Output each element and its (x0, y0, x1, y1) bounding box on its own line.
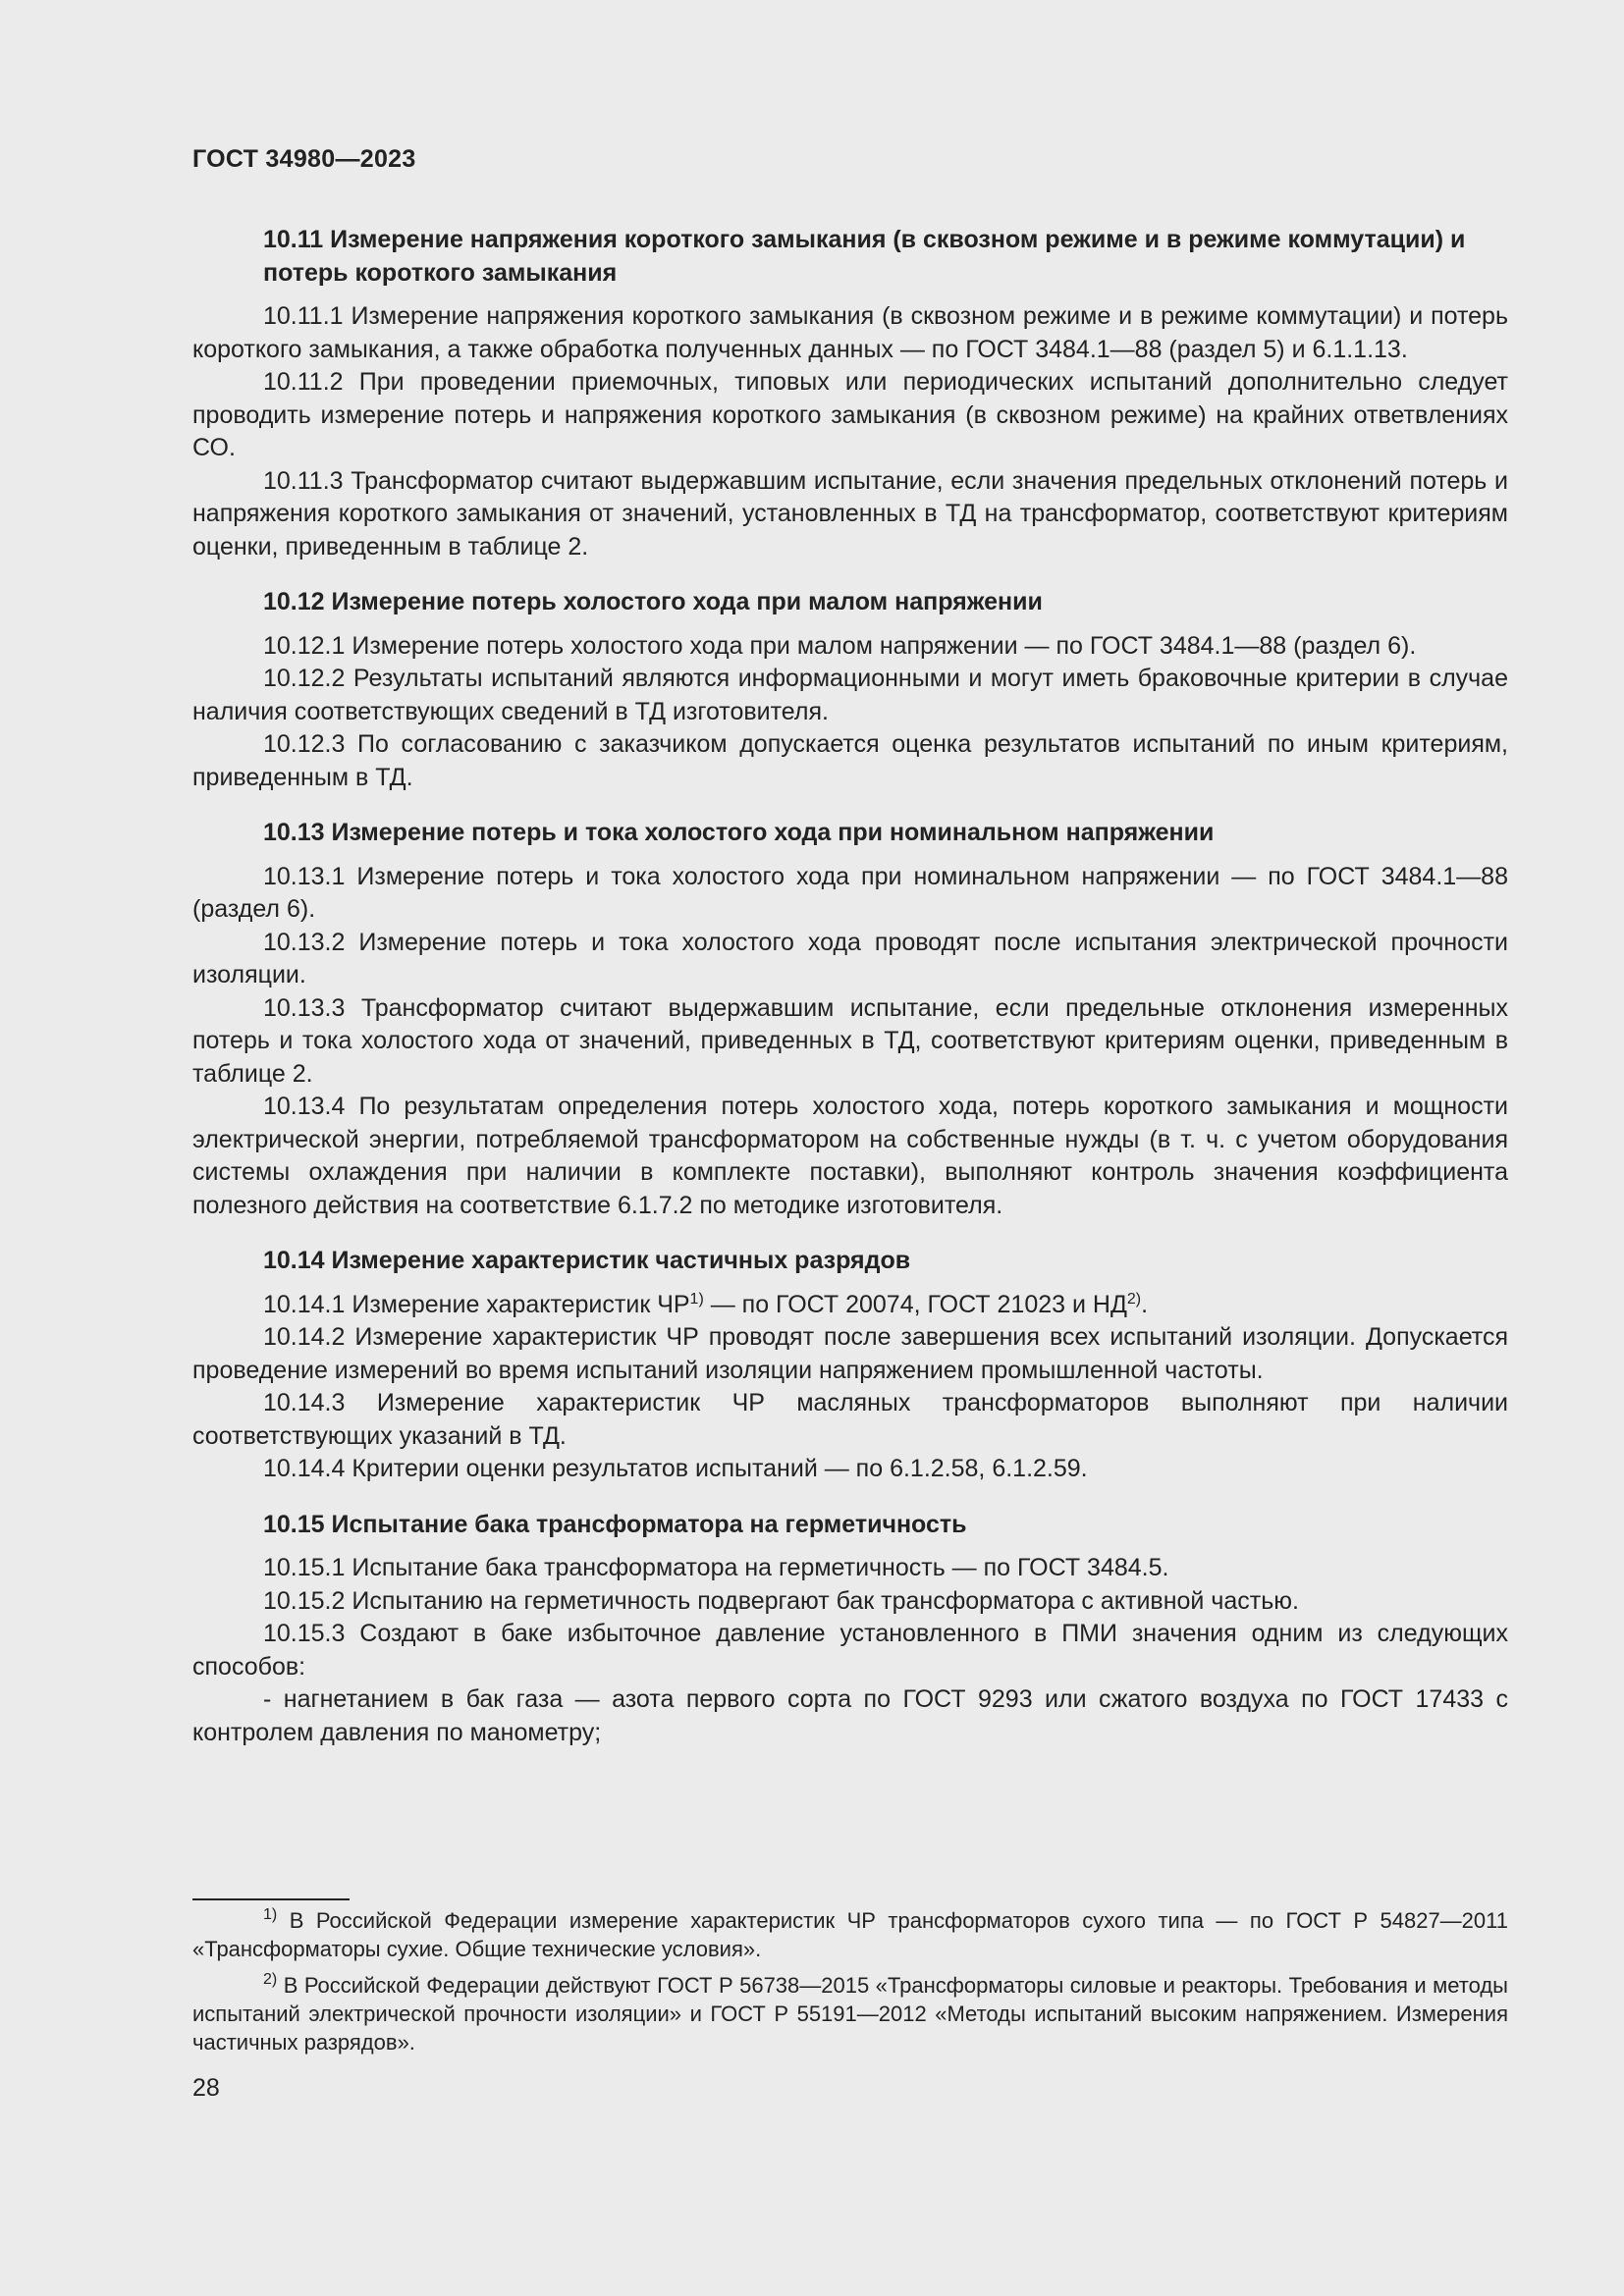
section-heading-10-11: 10.11 Измерение напряжения короткого замыкания (в сквозном режиме и в режиме коммутации) и потерь короткого замыкания (263, 226, 1466, 287)
paragraph-10-15-2: 10.15.2 Испытанию на герметичность подвергают бак трансформатора с активной частью. (263, 1586, 1299, 1615)
paragraph-10-11-2: 10.11.2 При проведении приемочных, типовых или периодических испытаний дополнительно следует проводить измерение потерь и напряжения короткого замыкания (в сквозном режиме) на крайних ответвлениях СО. (192, 368, 1508, 461)
paragraph-10-13-1: 10.13.1 Измерение потерь и тока холостого хода при номинальном напряжении — по ГОСТ 3484.1—88 (раздел 6). (192, 862, 1508, 923)
footnote-1-text: В Российской Федерации измерение характеристик ЧР трансформаторов сухого типа — по ГОСТ Р 54827—2011 «Трансформаторы сухие. Общие технические условия». (192, 1908, 1508, 1961)
footnotes (192, 1906, 1508, 2064)
paragraph-10-14-3: 10.14.3 Измерение характеристик ЧР масляных трансформаторов выполняют при наличии соответствующих указаний в ТД. (192, 1389, 1508, 1450)
footnote-2 (192, 1971, 1508, 2056)
footnote-mark-1: 1) (263, 1906, 278, 1923)
footnote-ref-1[interactable]: 1) (689, 1290, 704, 1308)
section-heading-10-15: 10.15 Испытание бака трансформатора на герметичность (263, 1510, 967, 1538)
footnote-2-text: В Российской Федерации действуют ГОСТ Р 56738—2015 «Трансформаторы силовые и реакторы. Требования и методы испытаний электрической прочности изоляции» и ГОСТ Р 55191—2012 «Методы испытаний высоким напряжением. Измерения частичных разрядов». (192, 1973, 1508, 2055)
paragraph-10-13-4: 10.13.4 По результатам определения потерь холостого хода, потерь короткого замыкания и мощности электрической энергии, потребляемой трансформатором на собственные нужды (в т. ч. с учетом оборудования системы охлаждения при наличии в комплекте поставки), выполняют контроль значения коэффициента полезного действия на соответствие 6.1.7.2 по методике изготовителя. (192, 1093, 1508, 1219)
section-heading-10-12: 10.12 Измерение потерь холостого хода при малом напряжении (263, 588, 1043, 615)
paragraph-10-14-2: 10.14.2 Измерение характеристик ЧР проводят после завершения всех испытаний изоляции. Допускается проведение измерений во время испытаний изоляции напряжением промышленной частоты. (192, 1323, 1508, 1384)
footnote-ref-2[interactable]: 2) (1126, 1290, 1142, 1308)
paragraph-10-15-1: 10.15.1 Испытание бака трансформатора на герметичность — по ГОСТ 3484.5. (263, 1554, 1169, 1581)
paragraph-10-14-1-text-c: . (1141, 1290, 1149, 1318)
section-heading-10-14: 10.14 Измерение характеристик частичных разрядов (263, 1247, 911, 1274)
page-number: 28 (192, 2074, 220, 2102)
document-body (192, 224, 1508, 1749)
paragraph-10-13-3: 10.13.3 Трансформатор считают выдержавшим испытание, если предельные отклонения измеренных потерь и тока холостого хода от значений, приведенных в ТД, соответствуют критериям оценки, приведенным в таблице 2. (192, 993, 1508, 1088)
list-item: - нагнетанием в бак газа — азота первого сорта по ГОСТ 9293 или сжатого воздуха по ГОСТ 17433 с контролем давления по манометру; (192, 1685, 1508, 1746)
paragraph-10-14-1 (192, 1289, 1508, 1322)
paragraph-10-12-2: 10.12.2 Результаты испытаний являются информационными и могут иметь браковочные критерии в случае наличия соответствующих сведений в ТД изготовителя. (192, 665, 1508, 725)
paragraph-10-12-1: 10.12.1 Измерение потерь холостого хода при малом напряжении — по ГОСТ 3484.1—88 (раздел 6). (263, 631, 1417, 660)
footnote-1 (192, 1906, 1508, 1963)
footnote-divider (192, 1898, 350, 1900)
paragraph-10-11-1: 10.11.1 Измерение напряжения короткого замыкания (в сквозном режиме и в режиме коммутации) и потерь короткого замыкания, а также обработка полученных данных — по ГОСТ 3484.1—88 (раздел 5) и 6.1.1.13. (192, 302, 1508, 363)
paragraph-10-14-4: 10.14.4 Критерии оценки результатов испытаний — по 6.1.2.58, 6.1.2.59. (263, 1455, 1088, 1482)
document-header: ГОСТ 34980—2023 (192, 145, 416, 173)
paragraph-10-14-1-text-a: 10.14.1 Измерение характеристик ЧР (263, 1290, 690, 1318)
paragraph-10-14-1-text-b: — по ГОСТ 20074, ГОСТ 21023 и НД (703, 1290, 1127, 1318)
paragraph-10-13-2: 10.13.2 Измерение потерь и тока холостого хода проводят после испытания электрической прочности изоляции. (192, 928, 1508, 988)
footnote-mark-2: 2) (263, 1971, 278, 1988)
section-heading-10-13: 10.13 Измерение потерь и тока холостого хода при номинальном напряжении (263, 819, 1215, 846)
paragraph-10-12-3: 10.12.3 По согласованию с заказчиком допускается оценка результатов испытаний по иным критериям, приведенным в ТД. (192, 730, 1508, 791)
paragraph-10-15-3: 10.15.3 Создают в баке избыточное давление установленного в ПМИ значения одним из следующих способов: (192, 1620, 1508, 1681)
paragraph-10-11-3: 10.11.3 Трансформатор считают выдержавшим испытание, если значения предельных отклонений потерь и напряжения короткого замыкания от значений, установленных в ТД на трансформатор, соответствуют критериям оценки, приведенным в таблице 2. (192, 466, 1508, 561)
